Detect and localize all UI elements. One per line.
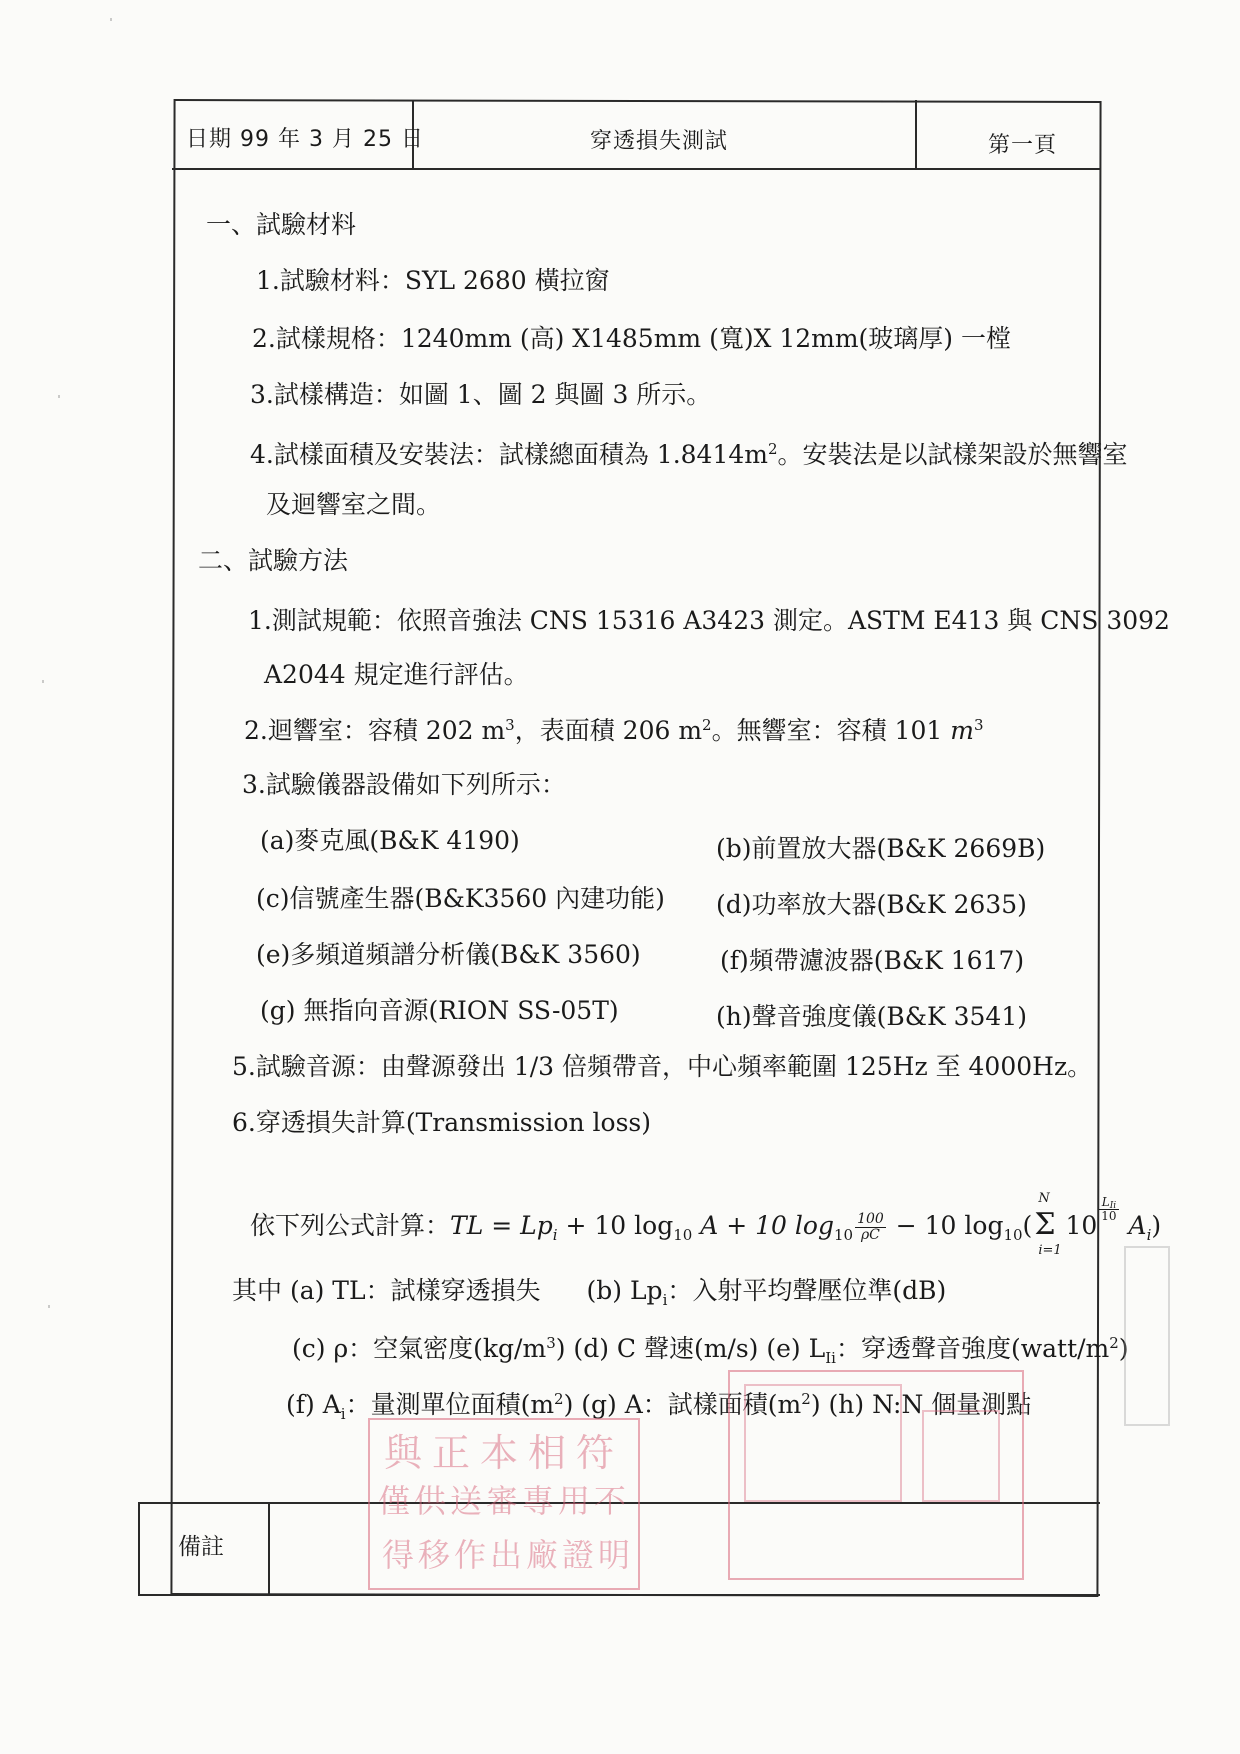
header-sep-right [915, 100, 917, 168]
header-divider [172, 168, 1100, 170]
company-seal-inner-left [744, 1384, 902, 1502]
company-seal-inner-right [922, 1410, 1000, 1502]
scan-mark [48, 1305, 50, 1308]
equipment-h: (h)聲音強度儀(B&K 3541) [716, 1002, 1027, 1031]
document-title: 穿透損失測試 [590, 129, 729, 154]
footer-sep [268, 1502, 270, 1596]
equipment-a: (a)麥克風(B&K 4190) [260, 826, 520, 855]
footer-bottom [138, 1594, 1100, 1596]
section-heading-materials: 一、試驗材料 [206, 210, 357, 239]
footer-left-border [138, 1502, 140, 1596]
equipment-e: (e)多頻道頻譜分析儀(B&K 3560) [256, 940, 641, 969]
equipment-c: (c)信號產生器(B&K3560 內建功能) [256, 884, 665, 913]
equipment-f: (f)頻帶濾波器(B&K 1617) [720, 946, 1025, 975]
exponent-fraction: $\frac{L_{Ii}}{10}$ [1101, 1195, 1117, 1224]
definitions-line-2: (c) ρ：空氣密度$(kg/m^3)$ (d) C 聲速(m/s) (e) $L_{Ii}$：穿透聲音強度$(watt/m^2)$ [292, 1334, 1129, 1367]
section-heading-methods: 二、試驗方法 [198, 546, 349, 575]
fraction-100-rhoc: $\frac{100}{\rho C}$ [857, 1210, 884, 1244]
date-field: 日期 99 年 3 月 25 日 [186, 127, 424, 152]
scan-mark [110, 18, 112, 21]
stamp-text-2: 僅供送審專用不 [378, 1482, 631, 1520]
side-margin-stamp [1124, 1246, 1170, 1426]
material-item-1: 1.試驗材料：SYL 2680 橫拉窗 [256, 266, 610, 295]
scan-mark [58, 395, 60, 398]
method-item-1: 1.測試規範：依照音強法 CNS 15316 A3423 測定。ASTM E413 與 CNS 3092 [248, 606, 1170, 635]
stamp-text-1: 與正本相符 [384, 1431, 625, 1475]
material-item-2: 2.試樣規格：1240mm (高) X1485mm (寬)X 12mm(玻璃厚) 一樘 [252, 324, 1011, 353]
stamp-text-3: 得移作出廠證明 [382, 1536, 635, 1574]
page-number: 第一頁 [988, 133, 1058, 158]
method-item-6: 6.穿透損失計算(Transmission loss) [232, 1108, 651, 1137]
method-item-2: 2.迴響室：容積 202 $m^3$，表面積 206 $m^2$。無響室：容積 101 $m^3$ [244, 716, 984, 745]
material-item-3: 3.試樣構造：如圖 1、圖 2 與圖 3 所示。 [250, 380, 712, 409]
definitions-line-1: 其中 (a) TL：試樣穿透損失 (b) $Lp_i$：入射平均聲壓位準(dB) [232, 1276, 947, 1309]
equipment-g: (g) 無指向音源(RION SS-05T) [260, 996, 619, 1025]
scan-mark [42, 680, 44, 683]
definitions-line-3: (f) $A_i$：量測單位面積$(m^2)$ (g) A：試樣面積$(m^2)$ (h) N:N 個量測點 [286, 1390, 1032, 1423]
material-item-4: 4.試樣面積及安裝法：試樣總面積為 $1.8414m^2$。安裝法是以試樣架設於無響室 [250, 440, 1128, 469]
method-item-5: 5.試驗音源：由聲源發出 1/3 倍頻帶音，中心頻率範圍 125Hz 至 4000Hz。 [232, 1052, 1093, 1081]
material-item-4-cont: 及迴響室之間。 [266, 490, 442, 519]
equipment-b: (b)前置放大器(B&K 2669B) [716, 834, 1046, 863]
method-item-3: 3.試驗儀器設備如下列所示： [242, 770, 566, 799]
equipment-d: (d)功率放大器(B&K 2635) [716, 890, 1027, 919]
method-item-1-cont: A2044 規定進行評估。 [264, 660, 529, 689]
remark-label: 備註 [178, 1534, 224, 1560]
tl-formula: 依下列公式計算：TL = $Lp_i + 10$ $\log_{10} A + 10$ $\log_{10}$ $\frac{100}{\rho C}$ − 10 $\log_{10}(\Sigma$ N i=1 10 $\frac{L_{Ii}}{10}$ $A_i$) [250, 1191, 1162, 1259]
summation-symbol: Σ N i=1 [1034, 1191, 1062, 1259]
